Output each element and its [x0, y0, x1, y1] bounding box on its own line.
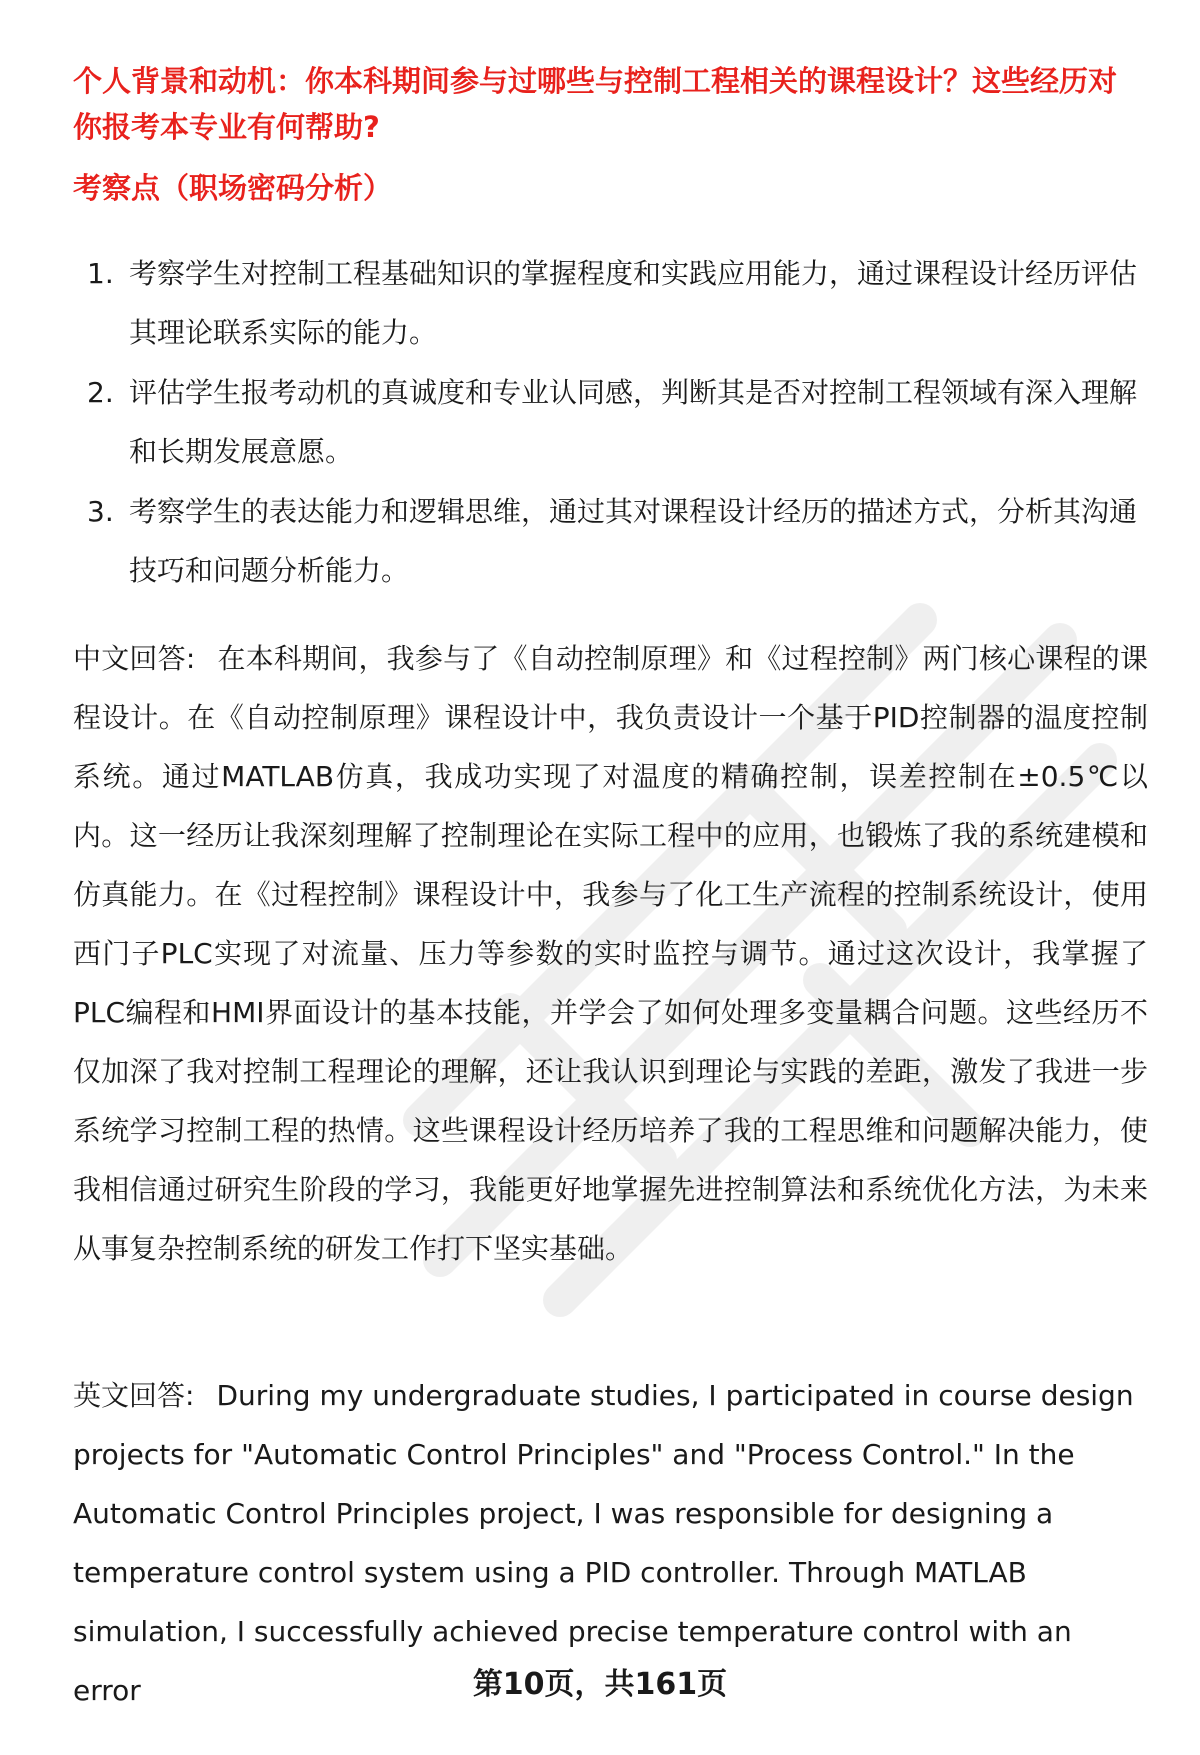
list-item-text: 考察学生的表达能力和逻辑思维，通过其对课程设计经历的描述方式，分析其沟通技巧和问题分析能力。 — [129, 495, 1138, 587]
list-item-text: 考察学生对控制工程基础知识的掌握程度和实践应用能力，通过课程设计经历评估其理论联系实际的能力。 — [129, 257, 1138, 349]
english-answer-label: 英文回答: — [73, 1379, 195, 1412]
list-item — [73, 363, 1143, 481]
chinese-answer-text: 在本科期间，我参与了《自动控制原理》和《过程控制》两门核心课程的课程设计。在《自动控制原理》课程设计中，我负责设计一个基于PID控制器的温度控制系统。通过MATLAB仿真，我成功实现了对温度的精确控制，误差控制在±0.5℃以内。这一经历让我深刻理解了控制理论在实际工程中的应用，也锻炼了我的系统建模和仿真能力。在《过程控制》课程设计中，我参与了化工生产流程的控制系统设计，使用西门子PLC实现了对流量、压力等参数的实时监控与调节。通过这次设计，我掌握了PLC编程和HMI界面设计的基本技能，并学会了如何处理多变量耦合问题。这些经历不仅加深了我对控制工程理论的理解，还让我认识到理论与实践的差距，激发了我进一步系统学习控制工程的热情。这些课程设计经历培养了我的工程思维和问题解决能力，使我相信通过研究生阶段的学习，我能更好地掌握先进控制算法和系统优化方法，为未来从事复杂控制系统的研发工作打下坚实基础。 — [73, 642, 1148, 1265]
assessment-points-list — [73, 244, 1143, 601]
list-item-number: 2. — [87, 376, 114, 409]
english-answer-text: During my undergraduate studies, I participated in course design projects for "Automatic Control Principles" and "Process Control." In the Automatic Control Principles project, I was responsible for designing a temperature control system using a PID controller. Through MATLAB simulation, I successfully achieved precise temperature control with an error — [73, 1379, 1134, 1707]
list-item-number: 1. — [87, 257, 114, 290]
list-item-text: 评估学生报考动机的真诚度和专业认同感，判断其是否对控制工程领域有深入理解和长期发展意愿。 — [129, 376, 1138, 468]
page-number-footer: 第10页，共161页 — [472, 1667, 728, 1702]
chinese-answer-label: 中文回答: — [73, 642, 196, 675]
chinese-answer — [73, 629, 1148, 1278]
list-item-number: 3. — [87, 495, 114, 528]
list-item — [73, 244, 1143, 362]
list-item — [73, 482, 1143, 600]
section-title: 考察点（职场密码分析） — [73, 171, 393, 205]
question-heading: 个人背景和动机：你本科期间参与过哪些与控制工程相关的课程设计？这些经历对你报考本专业有何帮助? — [73, 64, 1118, 144]
